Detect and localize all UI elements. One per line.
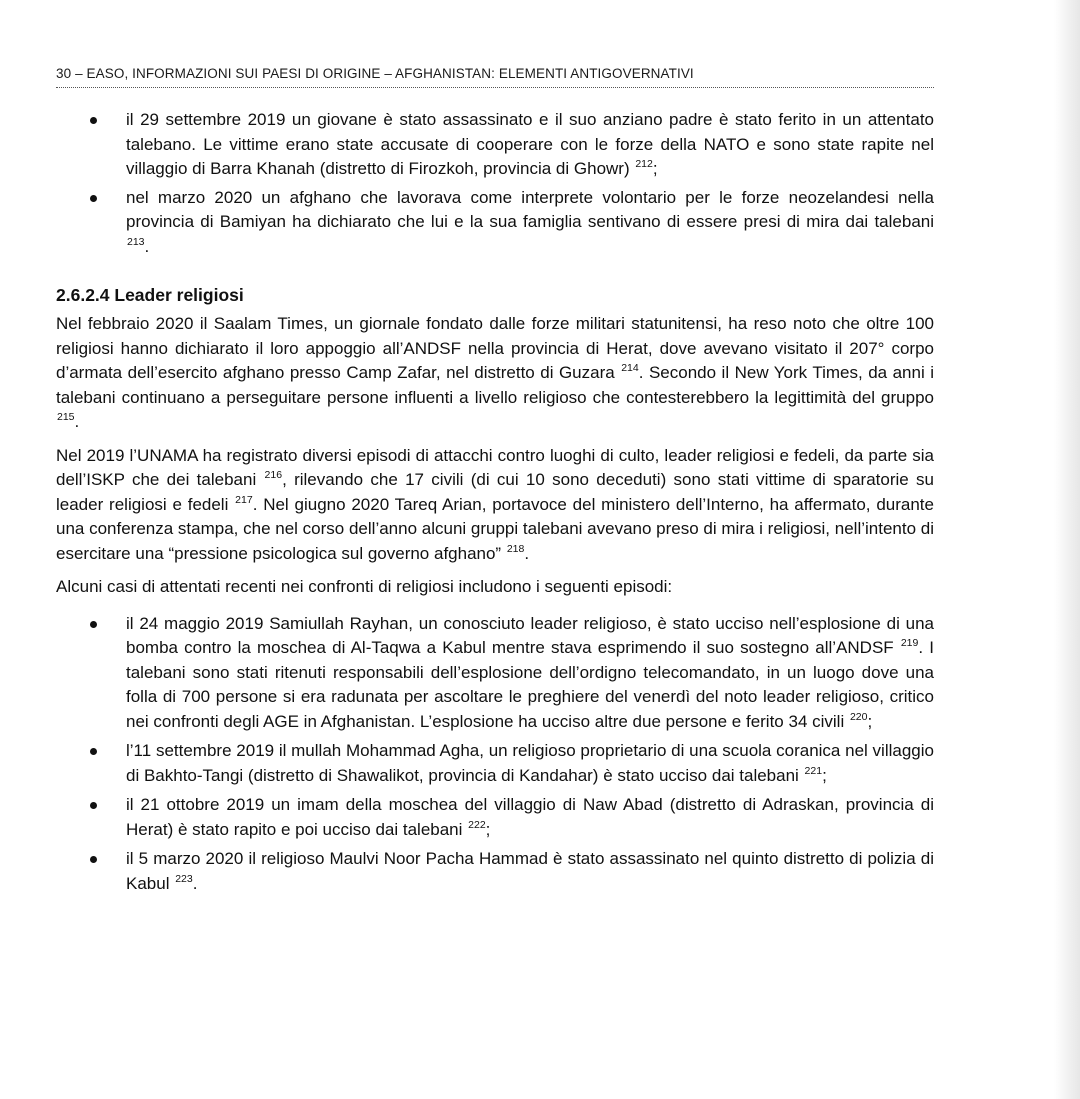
list-item: il 29 settembre 2019 un giovane è stato assassinato e il suo anziano padre è stato ferito in un attentato talebano. Le vittime erano state accusate di cooperare con le forze della NATO e sono state rapite nel villaggio di Barra Khanah (distretto di Firozkoh, provincia di Ghowr) $^{212}$;	[56, 108, 934, 182]
footnote-ref[interactable]: 222	[468, 818, 486, 831]
footnote-ref[interactable]: 214	[621, 362, 639, 375]
bullet-dot-icon	[90, 856, 97, 863]
footnote-ref[interactable]: 213	[127, 235, 145, 248]
footnote-ref[interactable]: 220	[849, 710, 868, 723]
footnote-ref[interactable]: 212	[635, 158, 653, 171]
list-item: il 5 marzo 2020 il religioso Maulvi Noor Pacha Hammad è stato assassinato nel quinto distretto di polizia di Kabul $^{223}$.	[56, 847, 934, 896]
bullet-dot-icon	[90, 748, 97, 755]
list-item: nel marzo 2020 un afghano che lavorava come interprete volontario per le forze neozelandesi nella provincia di Bamiyan ha dichiarato che lui e la sua famiglia sentivano di essere presi di mira dai talebani $^{213}$.	[56, 186, 934, 260]
paragraph: Alcuni casi di attentati recenti nei confronti di religiosi includono i seguenti episodi:	[56, 577, 673, 596]
footnote-ref[interactable]: 216	[264, 469, 283, 482]
footnote-ref[interactable]: 219	[900, 637, 919, 650]
list-item: il 21 ottobre 2019 un imam della moschea del villaggio di Naw Abad (distretto di Adraskan, provincia di Herat) è stato rapito e poi ucciso dai talebani $^{222}$;	[56, 793, 934, 842]
bullet-list-top	[56, 108, 934, 259]
footnote-ref[interactable]: 223	[175, 872, 193, 885]
bullet-dot-icon	[90, 621, 97, 628]
footnote-ref[interactable]: 217	[235, 493, 253, 506]
bullet-dot-icon	[90, 802, 97, 809]
list-item: l’11 settembre 2019 il mullah Mohammad Agha, un religioso proprietario di una scuola coranica nel villaggio di Bakhto-Tangi (distretto di Shawalikot, provincia di Kandahar) è stato ucciso dai talebani $^{221}$;	[56, 739, 934, 788]
bullet-dot-icon	[90, 117, 97, 124]
bullet-list-bottom	[56, 612, 934, 897]
paragraph: Nel febbraio 2020 il Saalam Times, un giornale fondato dalle forze militari statunitensi, ha reso noto che oltre 100 religiosi hanno dichiarato il loro appoggio all’ANDSF nella provincia di Herat, dove avevano visitato il 207° corpo d’armata dell’esercito afghano presso Camp Zafar, nel distretto di Guzara $^{214}$. Secondo il New York Times, da anni i talebani continuano a perseguitare persone influenti a livello religioso che contesterebbero la legittimità del gruppo $^{215}$.	[56, 314, 934, 431]
bullet-dot-icon	[90, 195, 97, 202]
paragraph: Nel 2019 l’UNAMA ha registrato diversi episodi di attacchi contro luoghi di culto, leader religiosi e fedeli, da parte sia dell’ISKP che dei talebani $^{216}$, rilevando che 17 civili (di cui 10 sono deceduti) sono stati vittime di sparatorie su leader religiosi e fedeli $^{217}$. Nel giugno 2020 Tareq Arian, portavoce del ministero dell’Interno, ha affermato, durante una conferenza stampa, che nel corso dell’anno alcuni gruppi talebani avevano preso di mira i religiosi, nell’intento di esercitare una “pressione psicologica sul governo afghano” $^{218}$.	[56, 445, 934, 563]
document-page	[56, 66, 934, 901]
footnote-ref[interactable]: 218	[506, 542, 525, 555]
list-item: il 24 maggio 2019 Samiullah Rayhan, un conosciuto leader religioso, è stato ucciso nell’esplosione di una bomba contro la moschea di Al-Taqwa a Kabul mentre stava esprimendo il suo sostegno all’ANDSF $^{219}$. I talebani sono stati ritenuti responsabili dell’esplosione dell’ordigno telecomandato, in un luogo dove una folla di 700 persone si era radunata per ascoltare le preghiere del venerdì del noto leader religioso, critico nei confronti degli AGE in Afghanistan. L’esplosione ha ucciso altre due persone e ferito 34 civili $^{220}$;	[56, 612, 934, 735]
page-edge-shadow	[1054, 0, 1080, 1099]
section-heading: 2.6.2.4 Leader religiosi	[56, 285, 244, 305]
footnote-ref[interactable]: 215	[57, 411, 75, 424]
footnote-ref[interactable]: 221	[804, 764, 823, 777]
running-header: 30 – EASO, INFORMAZIONI SUI PAESI DI ORIGINE – AFGHANISTAN: ELEMENTI ANTIGOVERNATIVI	[56, 66, 934, 88]
